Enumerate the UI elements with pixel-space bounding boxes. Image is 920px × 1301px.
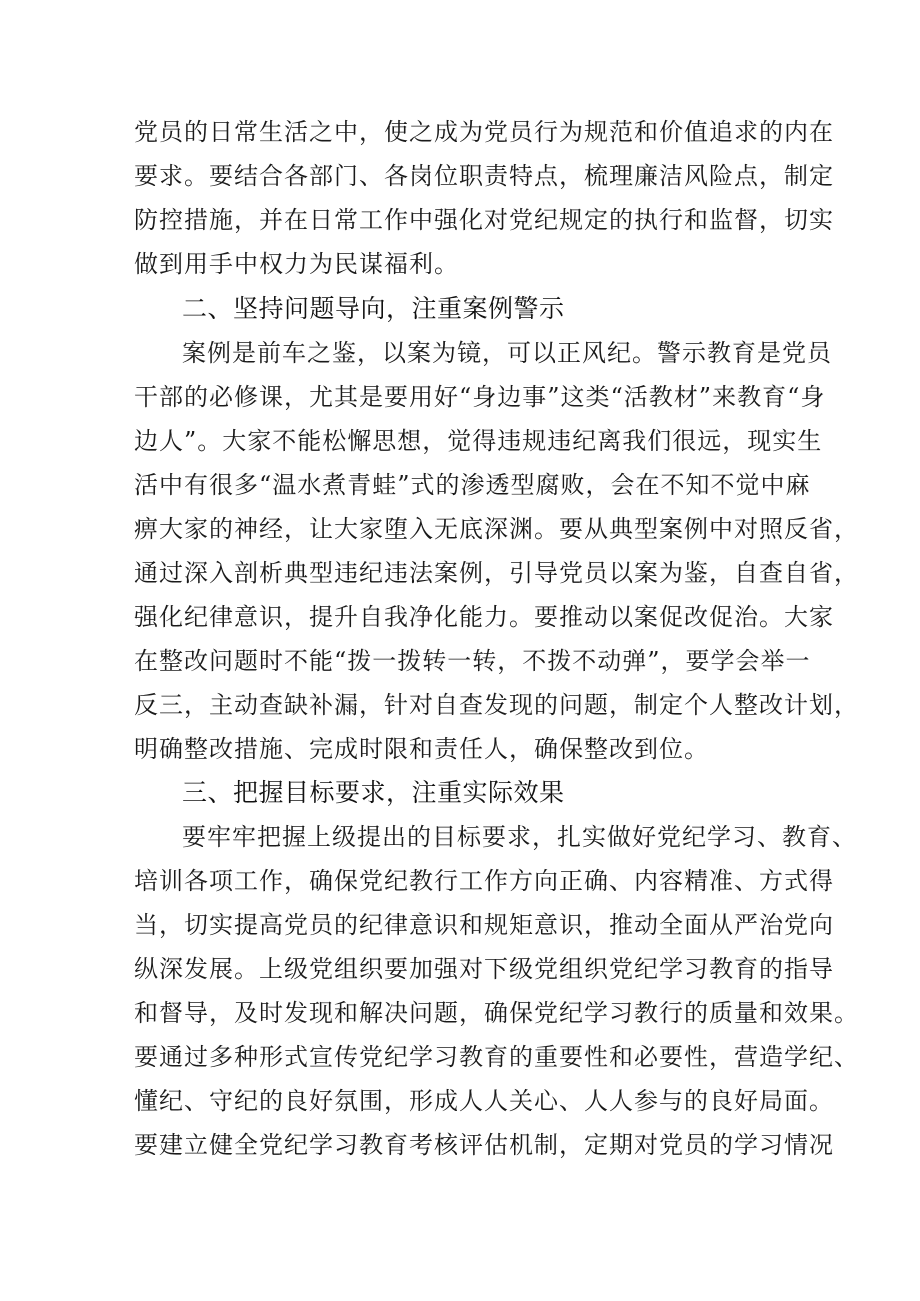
paragraph-2-line-5: 痹大家的神经，让大家堕入无底深渊。要从典型案例中对照反省， (134, 515, 859, 543)
paragraph-3-line-4: 纵深发展。上级党组织要加强对下级党组织党纪学习教育的指导 (134, 955, 834, 983)
paragraph-3-line-7: 懂纪、守纪的良好氛围，形成人人关心、人人参与的良好局面。 (134, 1087, 834, 1115)
paragraph-2-line-3: 边人”。大家不能松懈思想，觉得违规违纪离我们很远，现实生 (134, 427, 823, 455)
paragraph-3-line-5: 和督导，及时发现和解决问题，确保党纪学习教行的质量和效果。 (134, 999, 859, 1027)
section-heading-3: 三、把握目标要求，注重实际效果 (182, 778, 565, 807)
paragraph-3-line-6: 要通过多种形式宣传党纪学习教育的重要性和必要性，营造学纪、 (134, 1043, 859, 1071)
section-heading-2: 二、坚持问题导向，注重案例警示 (182, 294, 565, 323)
paragraph-2-line-7: 强化纪律意识，提升自我净化能力。要推动以案促改促治。大家 (134, 603, 834, 631)
paragraph-2-line-8: 在整改问题时不能“拨一拨转一转，不拨不动弹”，要学会举一 (134, 647, 811, 675)
paragraph-2-line-10: 明确整改措施、完成时限和责任人，确保整改到位。 (134, 735, 709, 763)
paragraph-3-line-3: 当，切实提高党员的纪律意识和规矩意识，推动全面从严治党向 (134, 911, 834, 939)
paragraph-3-line-2: 培训各项工作，确保党纪教行工作方向正确、内容精准、方式得 (134, 867, 834, 895)
paragraph-1-line-2: 要求。要结合各部门、各岗位职责特点，梳理廉洁风险点，制定 (134, 162, 834, 190)
paragraph-1-line-3: 防控措施，并在日常工作中强化对党纪规定的执行和监督，切实 (134, 206, 834, 234)
paragraph-3-line-8: 要建立健全党纪学习教育考核评估机制，定期对党员的学习情况 (134, 1131, 834, 1159)
paragraph-1-line-1: 党员的日常生活之中，使之成为党员行为规范和价值追求的内在 (134, 118, 834, 146)
paragraph-2-line-6: 通过深入剖析典型违纪违法案例，引导党员以案为鉴，自查自省， (134, 559, 859, 587)
paragraph-2-line-1: 案例是前车之鉴，以案为镜，可以正风纪。警示教育是党员 (182, 339, 832, 367)
paragraph-2-line-4: 活中有很多“温水煮青蛙”式的渗透型腐败，会在不知不觉中麻 (134, 471, 811, 499)
paragraph-2-line-9: 反三，主动查缺补漏，针对自查发现的问题，制定个人整改计划， (134, 691, 859, 719)
paragraph-1-line-4: 做到用手中权力为民谋福利。 (134, 250, 459, 278)
paragraph-3-line-1: 要牢牢把握上级提出的目标要求，扎实做好党纪学习、教育、 (182, 823, 857, 851)
paragraph-2-line-2: 干部的必修课，尤其是要用好“身边事”这类“活教材”来教育“身 (134, 383, 826, 411)
